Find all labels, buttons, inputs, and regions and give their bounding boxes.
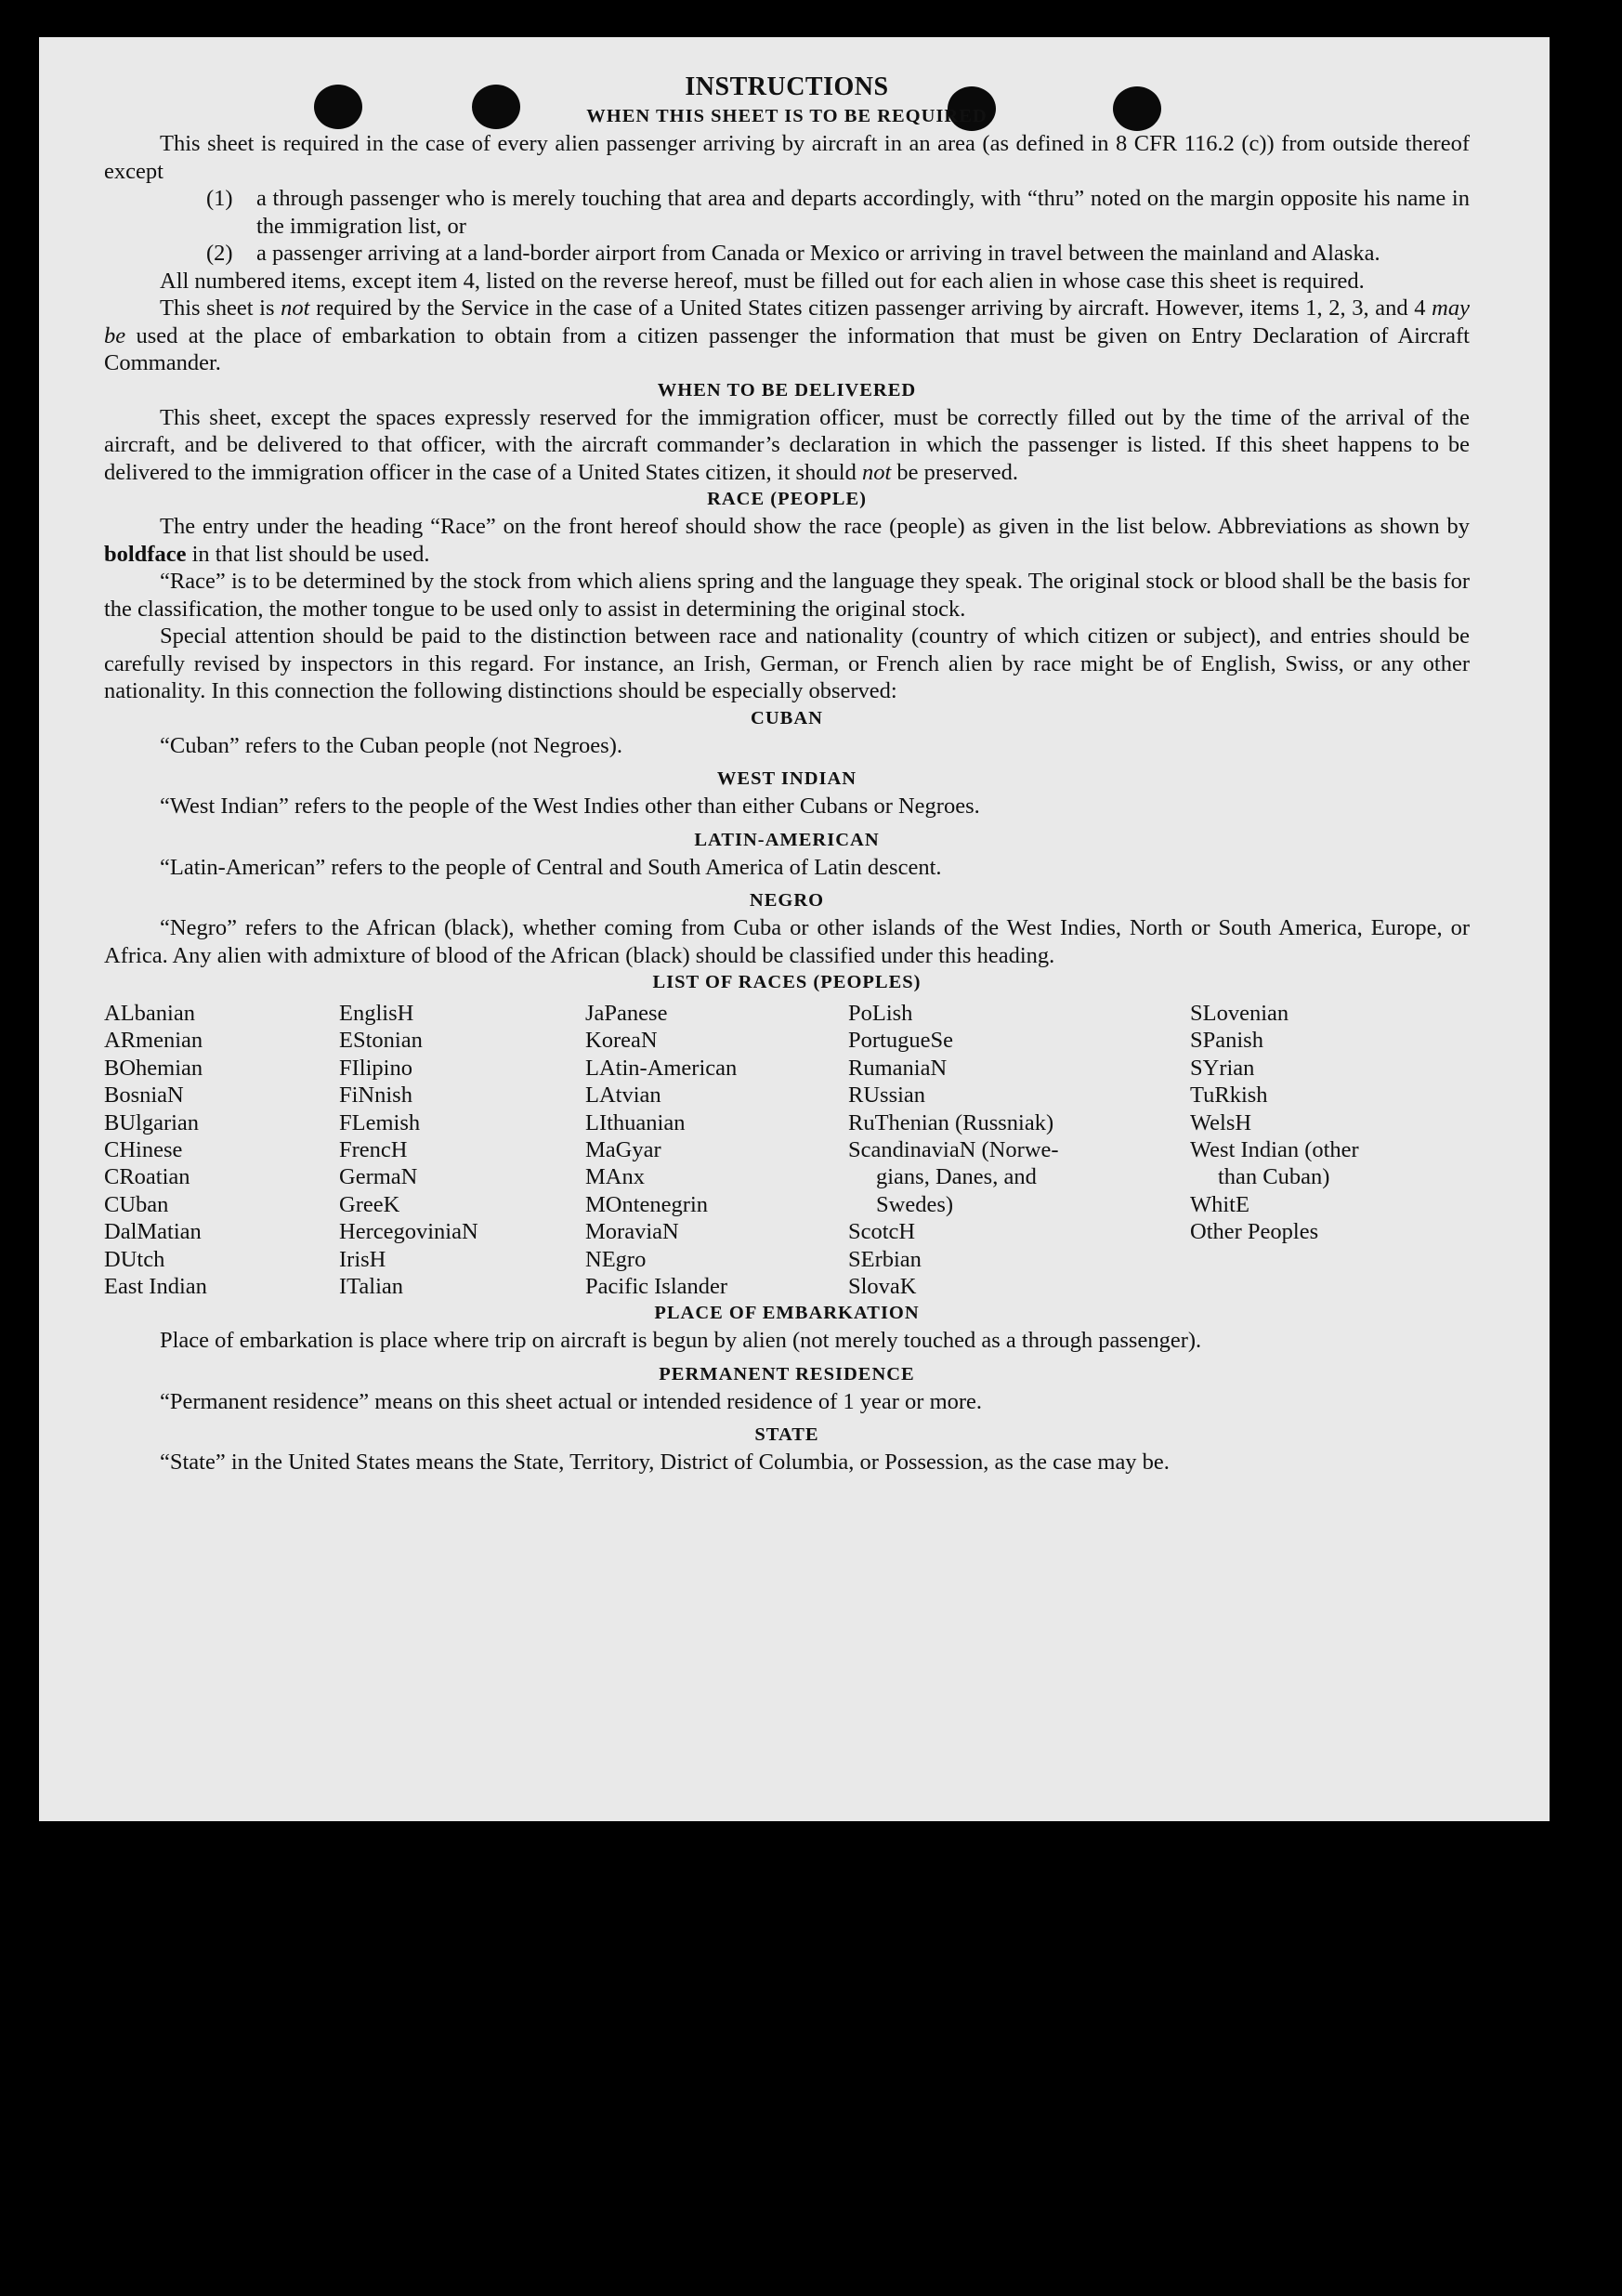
text-run: used at the place of embarkation to obtain from a citizen passenger the information that must be given on Entry Declaration of Aircraft Commander. — [104, 322, 1470, 375]
section-heading: LATIN-AMERICAN — [694, 829, 880, 850]
race-entry: BOhemian — [104, 1055, 203, 1081]
race-entry: Other Peoples — [1190, 1219, 1319, 1245]
instructions-content — [104, 71, 1470, 1476]
race-entry: gians, Danes, and — [876, 1164, 1037, 1190]
paragraph: “Permanent residence” means on this sheet actual or intended residence of 1 year or more. — [160, 1388, 983, 1414]
race-entry: JaPanese — [585, 1001, 668, 1026]
paragraph: “Cuban” refers to the Cuban people (not Negroes). — [160, 732, 622, 758]
paragraph — [104, 404, 1470, 487]
section-heading: PERMANENT RESIDENCE — [659, 1363, 915, 1384]
section-heading: RACE (PEOPLE) — [707, 489, 867, 509]
text-run: This sheet, except the spaces expressly reserved for the immigration officer, must be correctly filled out by the time of the arrival of the aircraft, and be delivered to that officer, with the aircraft commander’s declaration in which the passenger is listed. If this sheet happens to be delivered to the immigration officer in the case of a United States citizen, it should — [104, 404, 1470, 485]
emphasis: may be — [104, 295, 1470, 348]
race-entry: West Indian (other — [1190, 1137, 1359, 1163]
race-entry: FLemish — [339, 1109, 421, 1135]
race-entry: EnglisH — [339, 1001, 414, 1026]
race-entry: ALbanian — [104, 1001, 195, 1026]
race-entry: RUssian — [848, 1082, 926, 1109]
races-column — [848, 1000, 1190, 1300]
paragraph: “State” in the United States means the State, Territory, District of Columbia, or Possession, as the case may be. — [160, 1450, 1170, 1476]
emphasis: not — [281, 295, 310, 321]
race-entry: SErbian — [848, 1246, 922, 1272]
race-entry: GermaN — [339, 1164, 418, 1190]
race-entry: TuRkish — [1190, 1082, 1268, 1109]
race-entry: RumaniaN — [848, 1055, 948, 1081]
race-entry: ScandinaviaN (Norwe- — [848, 1137, 1059, 1163]
race-entry: CHinese — [104, 1137, 183, 1163]
item-number: (2) — [206, 241, 233, 266]
race-entry: Swedes) — [876, 1191, 954, 1217]
race-entry: FiNnish — [339, 1082, 412, 1109]
section-heading: WEST INDIAN — [716, 768, 857, 789]
bold-text: boldface — [104, 541, 187, 567]
race-entry: LIthuanian — [585, 1109, 686, 1135]
section-heading: CUBAN — [751, 707, 823, 728]
race-entry: ScotcH — [848, 1219, 916, 1245]
race-entry: IrisH — [339, 1246, 386, 1272]
races-column — [1190, 1000, 1470, 1300]
race-entry: FrencH — [339, 1137, 408, 1163]
section-heading: PLACE OF EMBARKATION — [654, 1303, 920, 1324]
race-entry: LAtin-American — [585, 1055, 738, 1081]
item-text: a through passenger who is merely touching that area and departs accordingly, with “thru” noted on the margin opposite his name in the immigration list, or — [256, 186, 1470, 239]
race-entry: SPanish — [1190, 1028, 1263, 1054]
race-entry: MOntenegrin — [585, 1191, 708, 1217]
race-entry: MoraviaN — [585, 1219, 679, 1245]
paragraph: “Latin-American” refers to the people of Central and South America of Latin descent. — [160, 854, 942, 880]
races-column — [104, 1000, 339, 1300]
race-entry: PortugueSe — [848, 1028, 953, 1054]
paragraph — [104, 513, 1470, 568]
race-entry: BUlgarian — [104, 1109, 200, 1135]
text-run: in that list should be used. — [186, 541, 430, 567]
section-heading: WHEN THIS SHEET IS TO BE REQUIRED — [586, 106, 988, 126]
race-entry: GreeK — [339, 1191, 400, 1217]
race-entry: KoreaN — [585, 1028, 658, 1054]
section-heading: WHEN TO BE DELIVERED — [657, 379, 917, 400]
paragraph: Special attention should be paid to the distinction between race and nationality (country of which citizen or subject), and entries should be carefully revised by inspectors in this regard. For instance, an Irish, German, or French alien by race might be of English, Swiss, or any other nationality. In this connection the following distinctions should be especially observed: — [104, 623, 1470, 703]
race-entry: NEgro — [585, 1246, 647, 1272]
race-entry: WelsH — [1190, 1109, 1252, 1135]
section-heading: LIST OF RACES (PEOPLES) — [652, 972, 922, 992]
race-entry: Pacific Islander — [585, 1274, 728, 1300]
text-run: The entry under the heading “Race” on the front hereof should show the race (people) as given in the list below. Abbreviations as shown by — [160, 514, 1470, 539]
race-entry: HercegoviniaN — [339, 1219, 478, 1245]
list-item — [206, 185, 1470, 240]
text-run: required by the Service in the case of a United States citizen passenger arriving by aircraft. However, items 1, 2, 3, and 4 — [309, 295, 1432, 321]
race-entry: SlovaK — [848, 1274, 917, 1300]
race-entry: East Indian — [104, 1274, 207, 1300]
paragraph: “Race” is to be determined by the stock from which aliens spring and the language they speak. The original stock or blood shall be the basis for the classification, the mother tongue to be used only to assist in determining the original stock. — [104, 569, 1470, 622]
race-entry: LAtvian — [585, 1082, 661, 1109]
race-entry: than Cuban) — [1218, 1164, 1330, 1190]
text-run: be preserved. — [891, 459, 1019, 485]
races-column — [339, 1000, 585, 1300]
race-entry: CUban — [104, 1191, 169, 1217]
paragraph — [104, 295, 1470, 377]
race-entry: SLovenian — [1190, 1001, 1289, 1026]
race-entry: PoLish — [848, 1001, 913, 1026]
paragraph: “West Indian” refers to the people of the West Indies other than either Cubans or Negroes. — [160, 794, 980, 819]
race-entry: RuThenian (Russniak) — [848, 1109, 1054, 1135]
race-entry: FIlipino — [339, 1055, 412, 1081]
race-entry: ARmenian — [104, 1028, 203, 1054]
emphasis: not — [861, 459, 892, 485]
item-text: a passenger arriving at a land-border airport from Canada or Mexico or arriving in travel between the mainland and Alaska. — [256, 241, 1380, 266]
item-number: (1) — [206, 186, 233, 211]
races-list — [104, 1000, 1470, 1300]
text-run: This sheet is — [160, 295, 281, 321]
race-entry: DUtch — [104, 1246, 165, 1272]
races-column — [585, 1000, 848, 1300]
page-title: INSTRUCTIONS — [685, 72, 889, 101]
race-entry: ITalian — [339, 1274, 404, 1300]
paragraph: Place of embarkation is place where trip on aircraft is begun by alien (not merely touched as a through passenger). — [160, 1328, 1202, 1354]
section-heading: NEGRO — [749, 890, 825, 911]
race-entry: BosniaN — [104, 1082, 184, 1109]
paragraph: All numbered items, except item 4, listed on the reverse hereof, must be filled out for each alien in whose case this sheet is required. — [160, 268, 1365, 294]
race-entry: EStonian — [339, 1028, 423, 1054]
paragraph: “Negro” refers to the African (black), whether coming from Cuba or other islands of the West Indies, North or South America, Europe, or Africa. Any alien with admixture of blood of the African (black) should be classified under this heading. — [104, 915, 1470, 968]
race-entry: CRoatian — [104, 1164, 190, 1190]
race-entry: DalMatian — [104, 1219, 202, 1245]
race-entry: MaGyar — [585, 1137, 661, 1163]
race-entry: MAnx — [585, 1164, 645, 1190]
race-entry: SYrian — [1190, 1055, 1255, 1081]
section-heading: STATE — [754, 1424, 819, 1446]
list-item — [206, 240, 1470, 268]
paragraph: This sheet is required in the case of every alien passenger arriving by aircraft in an area (as defined in 8 CFR 116.2 (c)) from outside thereof except — [104, 131, 1470, 184]
race-entry: WhitE — [1190, 1191, 1249, 1217]
